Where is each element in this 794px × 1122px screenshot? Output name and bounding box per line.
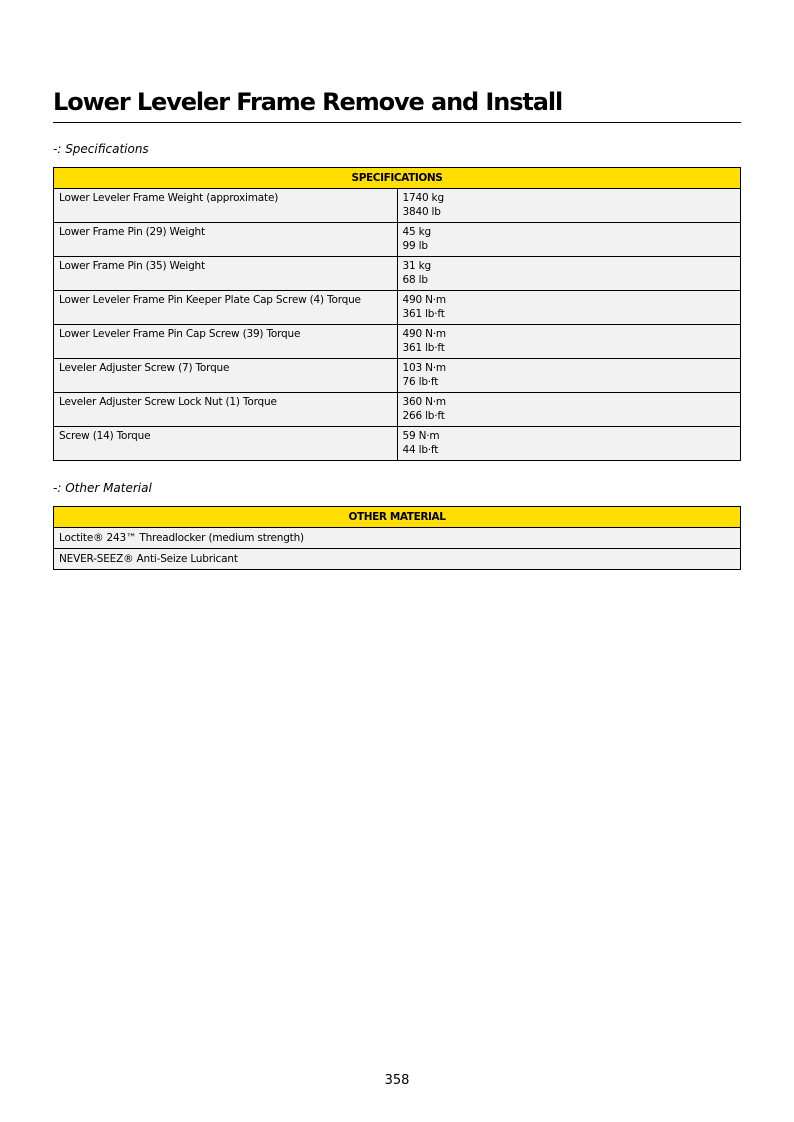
spec-value: [397, 291, 741, 325]
spec-value-imperial: 68 lb: [402, 274, 428, 286]
spec-value: [397, 359, 741, 393]
spec-value: [397, 325, 741, 359]
other-material-table: [53, 506, 741, 570]
material-item: Loctite® 243™ Threadlocker (medium strength): [54, 528, 741, 549]
spec-value: [397, 257, 741, 291]
material-item: NEVER-SEEZ® Anti-Seize Lubricant: [54, 549, 741, 570]
specifications-header: SPECIFICATIONS: [54, 168, 741, 189]
spec-value-metric: 490 N·m: [402, 328, 446, 340]
table-row: [54, 257, 741, 291]
table-row: [54, 528, 741, 549]
table-row: [54, 393, 741, 427]
spec-value: [397, 393, 741, 427]
other-material-header: OTHER MATERIAL: [54, 507, 741, 528]
table-row: [54, 223, 741, 257]
specifications-table: [53, 167, 741, 461]
page-number: 358: [384, 1073, 410, 1088]
spec-value-metric: 360 N·m: [402, 396, 446, 408]
spec-value-imperial: 361 lb·ft: [402, 342, 445, 354]
specifications-label: -: Specifications: [53, 142, 149, 156]
other-material-label: -: Other Material: [53, 481, 152, 495]
spec-value-imperial: 44 lb·ft: [402, 444, 439, 456]
spec-item: Screw (14) Torque: [54, 427, 398, 461]
table-row: [54, 189, 741, 223]
spec-value-metric: 59 N·m: [402, 430, 440, 442]
spec-item: Lower Leveler Frame Pin Keeper Plate Cap Screw (4) Torque: [54, 291, 398, 325]
table-row: [54, 325, 741, 359]
spec-value: [397, 189, 741, 223]
spec-value-imperial: 76 lb·ft: [402, 376, 439, 388]
spec-item: Leveler Adjuster Screw Lock Nut (1) Torque: [54, 393, 398, 427]
spec-item: Lower Leveler Frame Weight (approximate): [54, 189, 398, 223]
spec-item: Lower Leveler Frame Pin Cap Screw (39) Torque: [54, 325, 398, 359]
spec-item: Lower Frame Pin (29) Weight: [54, 223, 398, 257]
table-row: [54, 427, 741, 461]
spec-value-metric: 103 N·m: [402, 362, 446, 374]
spec-item: Lower Frame Pin (35) Weight: [54, 257, 398, 291]
spec-value-metric: 490 N·m: [402, 294, 446, 306]
table-row: [54, 549, 741, 570]
table-row: [54, 291, 741, 325]
spec-value-metric: 31 kg: [402, 260, 431, 272]
other-material-header-row: [54, 507, 741, 528]
spec-value-imperial: 266 lb·ft: [402, 410, 445, 422]
page-title: Lower Leveler Frame Remove and Install: [53, 86, 741, 123]
spec-value-imperial: 3840 lb: [402, 206, 441, 218]
specifications-header-row: [54, 168, 741, 189]
spec-item: Leveler Adjuster Screw (7) Torque: [54, 359, 398, 393]
spec-value-metric: 45 kg: [402, 226, 431, 238]
spec-value: [397, 223, 741, 257]
spec-value: [397, 427, 741, 461]
table-row: [54, 359, 741, 393]
spec-value-imperial: 99 lb: [402, 240, 428, 252]
spec-value-imperial: 361 lb·ft: [402, 308, 445, 320]
spec-value-metric: 1740 kg: [402, 192, 444, 204]
